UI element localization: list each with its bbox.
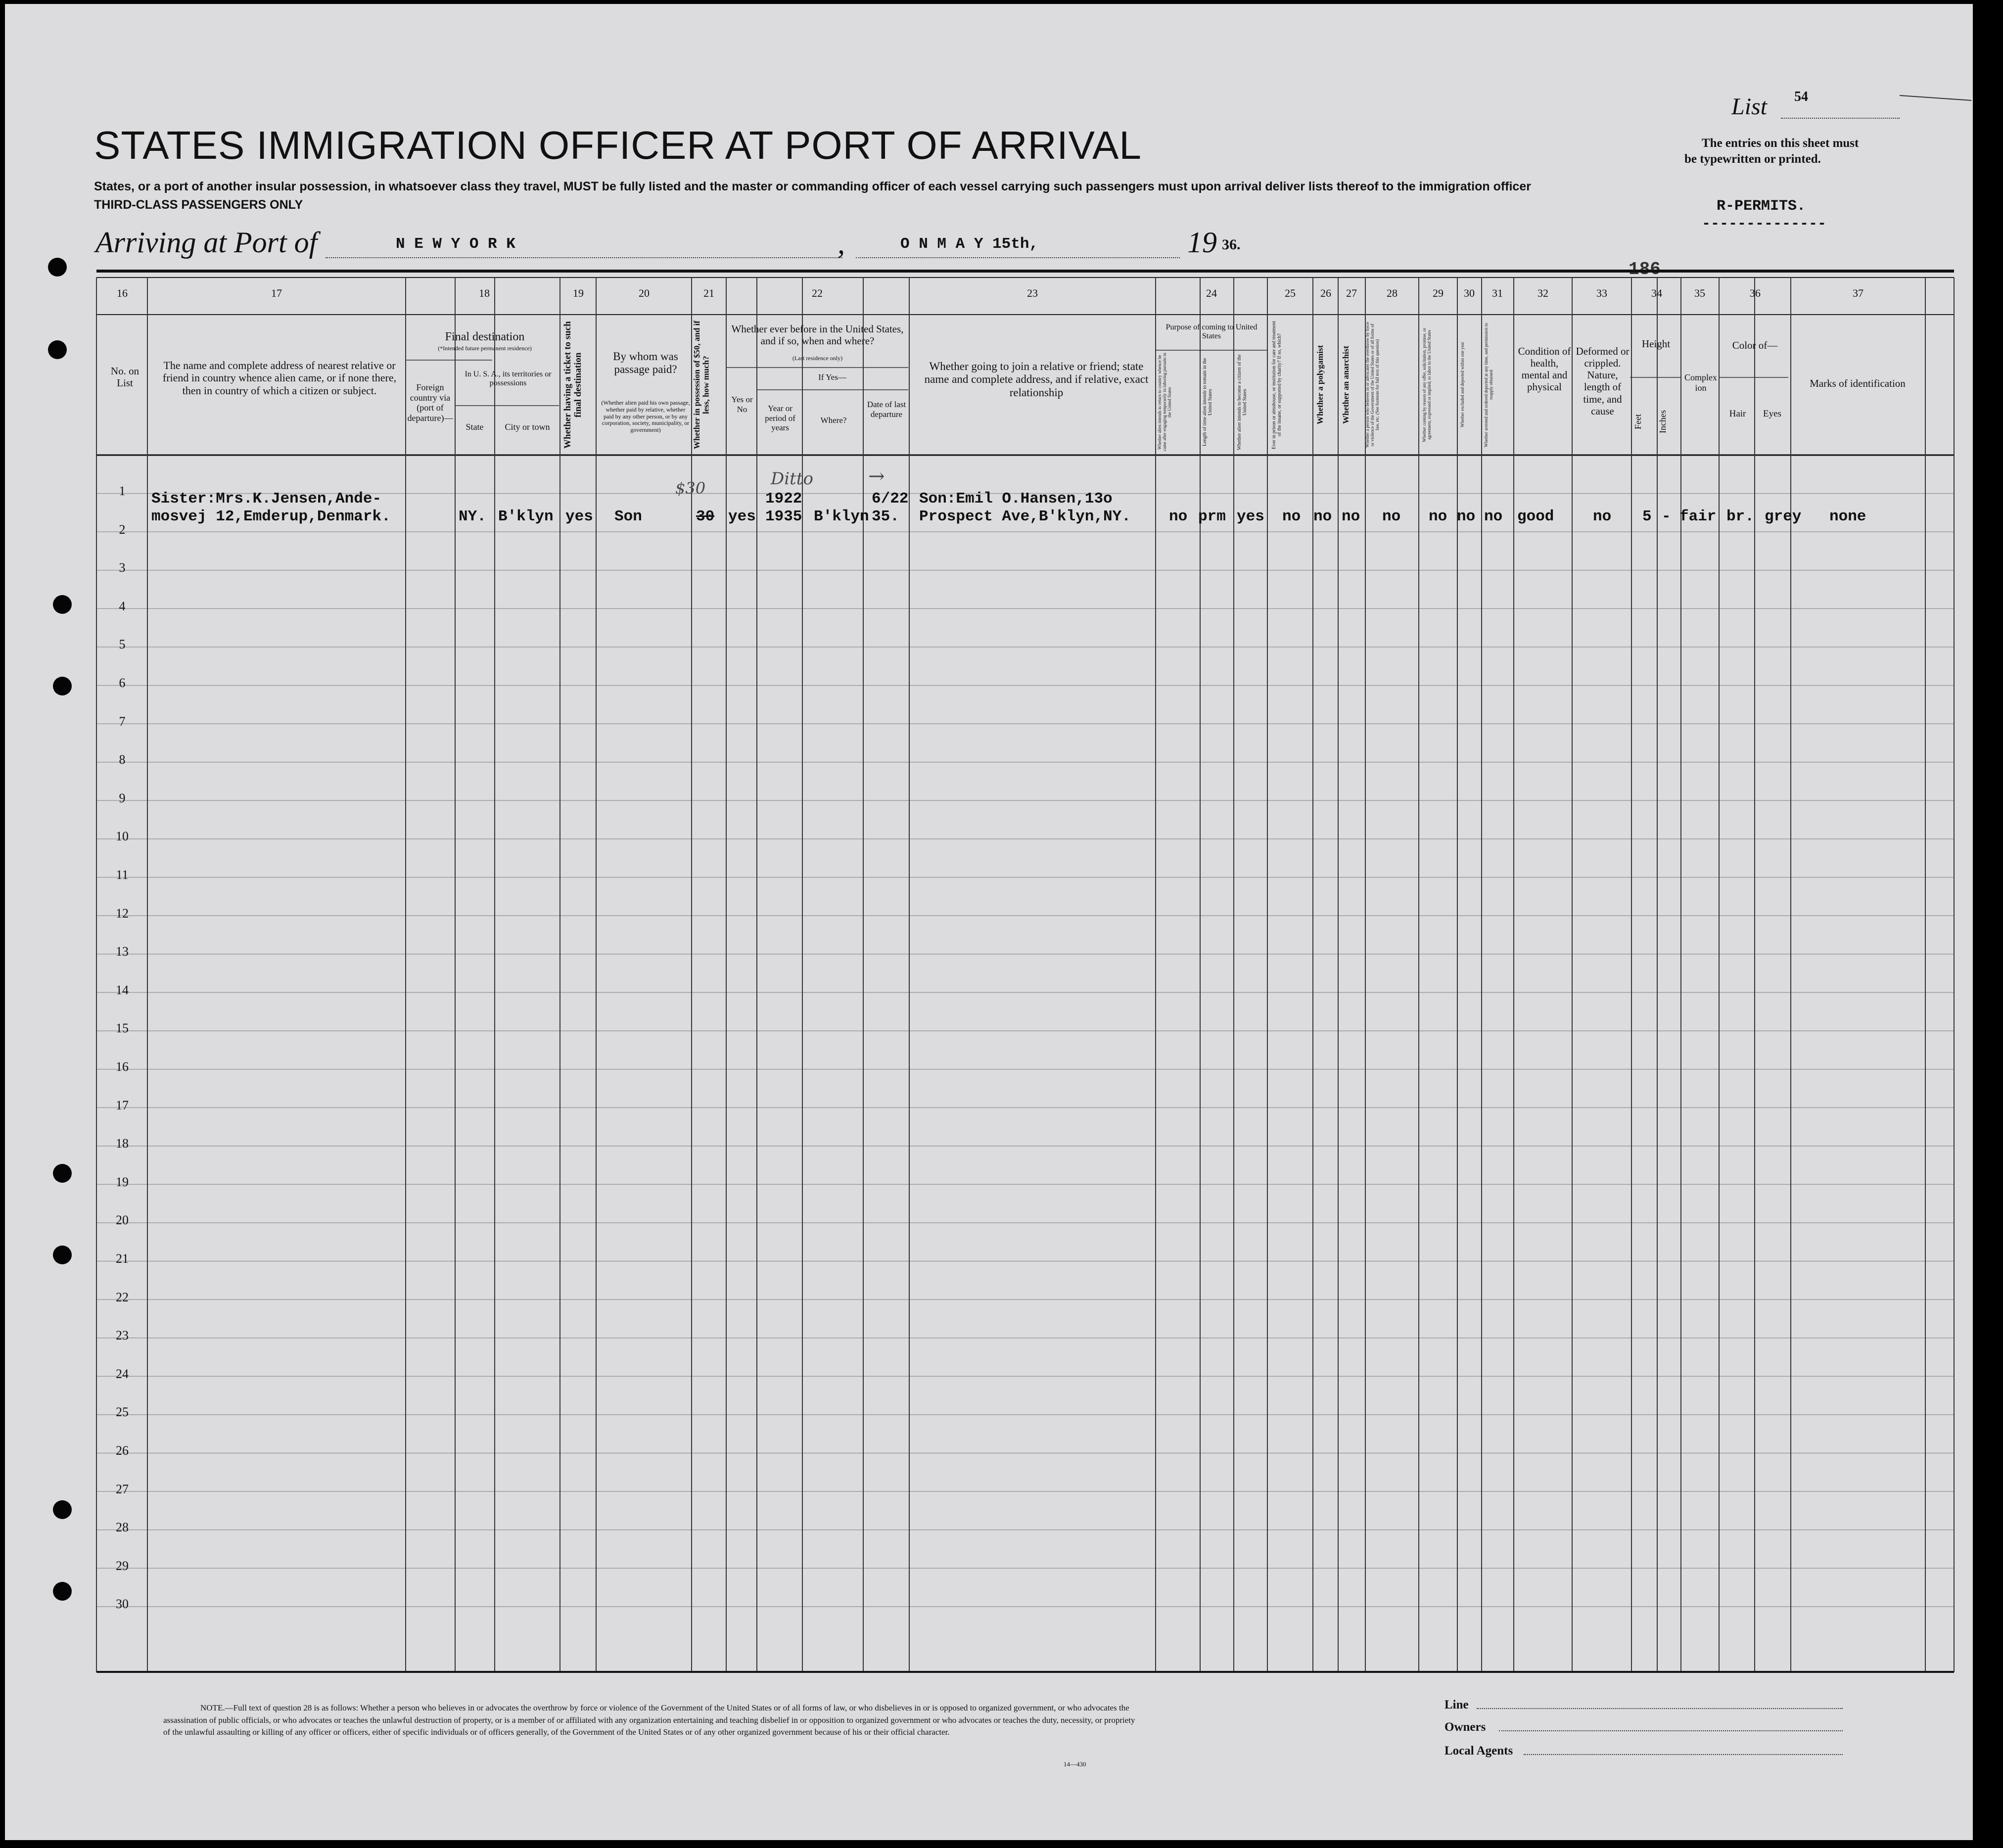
row-number: 14 — [116, 982, 129, 997]
row-number: 16 — [116, 1060, 129, 1074]
arriving-label: Arriving at Port of — [95, 226, 318, 259]
comma-mark: , — [838, 227, 845, 260]
row-number: 23 — [116, 1328, 129, 1343]
form-code: 14—430 — [1064, 1760, 1086, 1768]
row-number: 15 — [116, 1021, 129, 1036]
column-number: 18 — [479, 287, 490, 299]
header-labor-offer: Whether coming by reason of any offer, solicitation, promise, or agreement, expressed or implied, to labor in the United States — [1422, 327, 1432, 442]
year-prefix: 19 — [1187, 226, 1217, 259]
header-last-departure: Date of last departure — [867, 400, 906, 419]
header-return-intent: Whether alien intends to return to country whence he came after engaging temporarily in laboring pursuits in the United States — [1157, 353, 1172, 452]
row-number: 28 — [116, 1520, 129, 1535]
entry-money-handwritten: $30 — [675, 479, 706, 498]
header-money: Whether in possession of $50, and if less, how much? — [692, 321, 711, 449]
row-number: 11 — [116, 868, 129, 882]
row-number: 10 — [116, 829, 129, 844]
header-no-on-list: No. on List — [110, 365, 140, 389]
entry-inches: - — [1662, 508, 1671, 525]
header-length-stay: Length of time alien intends to remain in the United States — [1202, 358, 1213, 447]
header-marks: Marks of identification — [1810, 377, 1906, 389]
row-number: 8 — [119, 752, 126, 767]
entry-polygamist: no — [1313, 508, 1332, 525]
list-label: List — [1731, 93, 1768, 120]
column-number: 17 — [271, 287, 282, 299]
header-year: Year or period of years — [765, 404, 795, 433]
entry-excluded: no — [1457, 508, 1476, 525]
entry-ticket: yes — [565, 508, 593, 525]
header-last-residence: (Last residence only) — [792, 355, 843, 362]
entry-join-line1: Son:Emil O.Hansen,13o — [919, 490, 1113, 508]
column-number: 35 — [1694, 287, 1705, 299]
line-label: Line — [1444, 1698, 1469, 1711]
entry-hair: br. — [1726, 508, 1754, 525]
entry-length: prm — [1198, 508, 1226, 525]
header-purpose: Purpose of coming to United States — [1165, 323, 1258, 341]
entry-departure-line2: 35. — [872, 508, 899, 525]
column-number: 27 — [1346, 287, 1357, 299]
entry-health: good — [1517, 508, 1554, 525]
row-number: 5 — [119, 637, 126, 652]
header-feet: Feet — [1633, 414, 1643, 430]
row-number: 18 — [116, 1136, 129, 1151]
row-number: 22 — [116, 1290, 129, 1304]
entry-q28: no — [1382, 508, 1401, 525]
entry-city: B'klyn — [498, 508, 554, 525]
entry-money: 30 — [696, 508, 715, 525]
entry-complexion: fair — [1679, 508, 1717, 525]
entry-anarchist: no — [1342, 508, 1360, 525]
row-number: 17 — [116, 1098, 129, 1112]
row-number: 13 — [116, 944, 129, 959]
header-passage-note: (Whether alien paid his own passage, whether paid by relative, whether paid by any other person, or by any corporation, society, municipality, or government) — [601, 399, 690, 434]
row-number: 12 — [116, 906, 129, 921]
entry-prison: no — [1282, 508, 1301, 525]
arrow-icon: → — [868, 465, 885, 488]
header-going-to-join: Whether going to join a relative or friend; state name and complete address, and if relative, exact relationship — [924, 360, 1149, 399]
header-nearest-relative: The name and complete address of nearest relative or friend in country whence alien came, or if none there, then in country of which a citizen or subject. — [162, 359, 397, 397]
ruled-grid — [5, 4, 1973, 1840]
header-polygamist: Whether a polygamist — [1315, 345, 1325, 425]
agents-dotline — [1524, 1754, 1843, 1755]
port-value: N E W Y O R K — [396, 235, 515, 253]
header-if-yes: If Yes— — [818, 372, 846, 382]
column-number: 20 — [639, 287, 650, 299]
row-number: 27 — [116, 1481, 129, 1496]
entry-join-line2: Prospect Ave,B'klyn,NY. — [919, 508, 1131, 525]
header-usa: In U. S. A., its territories or possessions — [465, 370, 552, 388]
header-where: Where? — [820, 416, 847, 425]
header-height: Height — [1641, 338, 1671, 350]
column-number: 33 — [1596, 287, 1607, 299]
row-number: 25 — [116, 1405, 129, 1420]
header-hair: Hair — [1729, 409, 1746, 419]
row-number: 29 — [116, 1558, 129, 1573]
row-number: 9 — [119, 790, 126, 805]
header-deformed: Deformed or crippled. Nature, length of time, and cause — [1576, 345, 1630, 417]
column-number: 26 — [1320, 287, 1331, 299]
entry-marks: none — [1829, 508, 1866, 525]
column-number: 22 — [812, 287, 823, 299]
header-passage-paid: By whom was passage paid? — [613, 350, 678, 376]
manifest-sheet — [5, 4, 1973, 1840]
entry-before-us: yes — [728, 508, 756, 525]
header-arrested-deported: Whether arrested and ordered deported at any time, and permission to reapply obtained — [1484, 323, 1493, 447]
entry-ditto-handwritten: Ditto — [771, 469, 813, 489]
header-ticket: Whether having a ticket to such final destination — [562, 321, 583, 449]
column-number: 36 — [1750, 287, 1761, 299]
column-number: 19 — [573, 287, 584, 299]
header-yes-no: Yes or No — [731, 395, 753, 414]
column-number: 28 — [1387, 287, 1397, 299]
header-city: City or town — [505, 422, 550, 432]
column-number: 30 — [1464, 287, 1475, 299]
list-number: 54 — [1794, 89, 1808, 104]
stamped-number: 186 — [1629, 259, 1661, 279]
header-question-28: Whether a person who believes in or advocates the overthrow by force or violence of the Government of the United States or of all forms of law, etc. (See footnote for full text of this question) — [1365, 322, 1380, 448]
typewritten-note-1: The entries on this sheet must — [1702, 137, 1859, 150]
year-suffix: 36. — [1222, 236, 1241, 253]
header-before-in-us: Whether ever before in the United States, and if so, when and where? — [731, 323, 904, 347]
header-state: State — [466, 422, 484, 432]
row-number: 7 — [119, 714, 126, 729]
entry-return: no — [1169, 508, 1188, 525]
permits-underline: -------------- — [1702, 216, 1827, 232]
class-text: THIRD-CLASS PASSENGERS ONLY — [94, 198, 303, 212]
row-number: 26 — [116, 1443, 129, 1458]
row-number: 19 — [116, 1174, 129, 1189]
entry-feet: 5 — [1642, 508, 1652, 525]
entry-departure-line1: 6/22 — [872, 490, 909, 508]
entry-deported: no — [1484, 508, 1503, 525]
owners-dotline — [1499, 1730, 1843, 1731]
column-number: 24 — [1206, 287, 1217, 299]
header-prison: Ever in prison or almshouse, or institution for care and treatment of the insane, or supported by charity? If so, which? — [1271, 321, 1282, 449]
column-number: 34 — [1651, 287, 1662, 299]
entry-relative-line1: Sister:Mrs.K.Jensen,Ande- — [151, 490, 382, 508]
row-number: 20 — [116, 1213, 129, 1228]
column-number: 29 — [1433, 287, 1444, 299]
header-final-destination: Final destination — [445, 330, 525, 343]
row-number: 1 — [119, 484, 126, 498]
column-number: 23 — [1027, 287, 1038, 299]
entry-state: NY. — [459, 508, 486, 525]
row-number: 30 — [116, 1597, 129, 1612]
column-number: 32 — [1537, 287, 1548, 299]
header-citizen-intent: Whether alien intends to become a citizen of the United States — [1237, 354, 1248, 450]
header-anarchist: Whether an anarchist — [1341, 345, 1351, 424]
column-number: 37 — [1853, 287, 1863, 299]
row-number: 4 — [119, 599, 126, 613]
row-number: 3 — [119, 560, 126, 575]
entry-citizen: yes — [1237, 508, 1264, 525]
row-number: 24 — [116, 1366, 129, 1381]
row-number: 21 — [116, 1251, 129, 1266]
permits-label: R-PERMITS. — [1717, 198, 1806, 215]
typewritten-note-2: be typewritten or printed. — [1684, 152, 1821, 166]
footnote-question-28: NOTE.—Full text of question 28 is as follows: Whether a person who believes in or advocates the overthrow by force or violence of the Government of the United States or of all forms of law, or who disbelieves in or is opposed to organized government, or who advocates the assassination of public officials, or who advocates or teaches the unlawful destruction of property, or is a member of or affiliated with any organization entertaining and teaching disbelief in or opposition to organized government or who advocates or teaches the duty, necessity, or propriety of the unlawful assaulting or killing of any officer or officers, either of specific individuals or of officers generally, of the Government of the United States or of any other organized government because of his or their official character. — [163, 1703, 1135, 1737]
column-number: 31 — [1492, 287, 1503, 299]
date-value: O N M A Y 15th, — [900, 235, 1039, 253]
entry-labor: no — [1429, 508, 1447, 525]
entry-eyes: grey — [1765, 508, 1802, 525]
entry-relative-line2: mosvej 12,Emderup,Denmark. — [151, 508, 391, 525]
column-number: 16 — [117, 287, 128, 299]
column-number: 21 — [703, 287, 714, 299]
entry-paid-by: Son — [614, 508, 642, 525]
header-complexion: Complexion — [1684, 372, 1717, 393]
header-inches: Inches — [1658, 410, 1668, 434]
entry-years-line1: 1922 — [765, 490, 802, 508]
entry-where: B'klyn — [814, 508, 869, 525]
entry-deformed: no — [1593, 508, 1612, 525]
header-eyes: Eyes — [1763, 409, 1781, 419]
header-foreign-country: Foreign country via (port of departure)— — [407, 382, 453, 423]
header-final-destination-note: (*Intended future permanent residence) — [438, 345, 532, 352]
row-number: 2 — [119, 522, 126, 537]
line-dotline — [1477, 1708, 1843, 1709]
header-excluded: Whether excluded and deported within one year — [1460, 342, 1465, 428]
page-title: STATES IMMIGRATION OFFICER AT PORT OF ARRIVAL — [94, 123, 1142, 167]
instruction-text: States, or a port of another insular possession, in whatsoever class they travel, MUST be fully listed and the master or commanding officer of each vessel carrying such passengers must upon arrival deliver lists thereof to the immigration officer — [94, 180, 1531, 193]
header-health: Condition of health, mental and physical — [1518, 345, 1571, 393]
column-number: 25 — [1285, 287, 1296, 299]
entry-years-line2: 1935 — [765, 508, 802, 525]
header-color: Color of— — [1732, 339, 1778, 351]
owners-label: Owners — [1444, 1720, 1486, 1734]
row-number: 6 — [119, 676, 126, 690]
local-agents-label: Local Agents — [1444, 1744, 1513, 1757]
